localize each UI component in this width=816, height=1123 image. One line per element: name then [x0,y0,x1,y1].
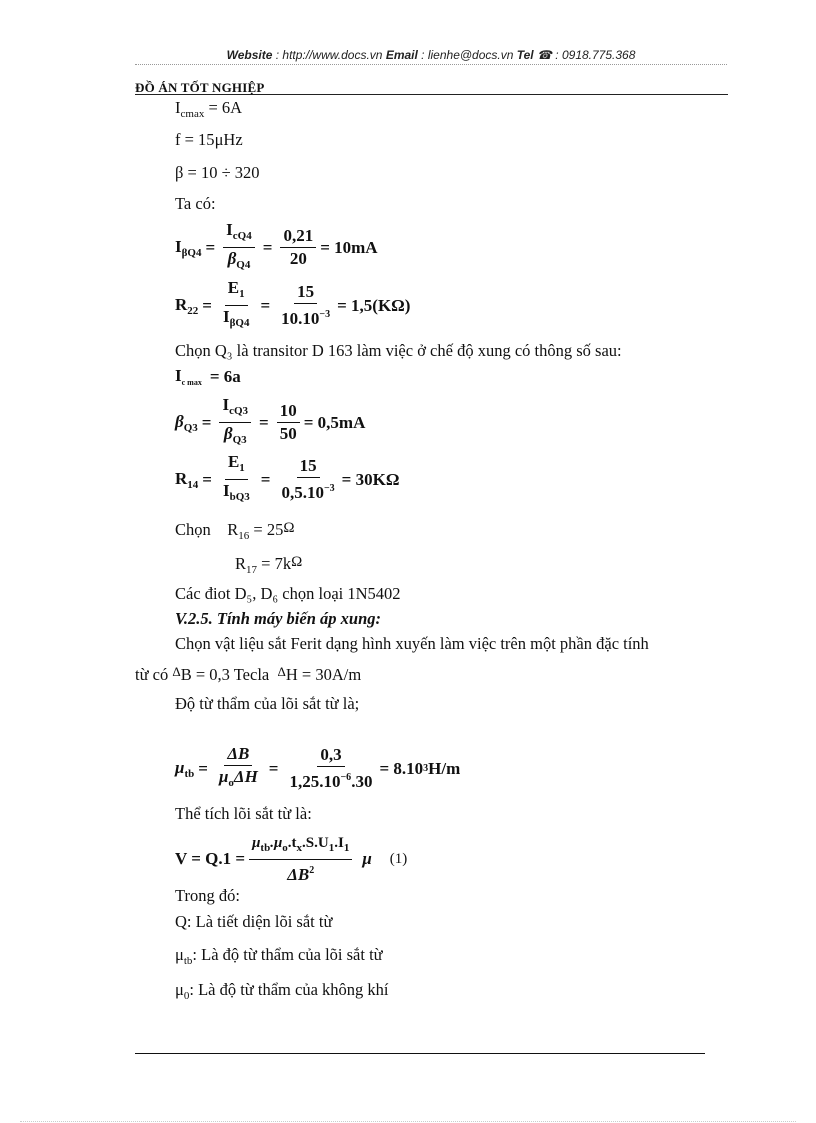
equation-number: (1) [389,850,408,867]
equation-r14: $R_{14}$ = $\frac{E_1}{I_{bQ3}}$ = $\frac{15}{0,5.10^{-3}}$ = 30KΩ [175,452,400,503]
website-value[interactable]: : http://www.docs.vn [275,48,383,62]
footer-divider [135,1053,705,1054]
trong-do-text: Trong đó: [175,886,240,905]
frequency-unit: Hz [223,130,243,149]
icmax-line: $I_{cmax} = 6A$ [175,98,243,120]
mu-0-definition-line: $\mu_0$: Là độ từ thẩm của không khí [175,980,389,1002]
diot-text: Các điot D₅, D₆ chọn loại 1N5402 [175,584,401,603]
email-label: Email [385,48,418,62]
website-label: Website [226,48,273,62]
tel-value: : 0918.775.368 [555,48,636,62]
document-title: ĐỒ ÁN TỐT NGHIỆP [135,80,265,95]
chon-q3-text: Chọn Q₃ là transitor D 163 làm việc ở chế độ xung có thông số sau: [175,341,622,360]
do-tu-tham-text: Độ từ thẩm của lõi sắt từ là; [175,694,360,713]
r17-line: $R_{17} = 7k\Omega$ [235,554,303,576]
frequency-value: f = 15 [175,130,215,149]
q-definition: Q: Là tiết diện lõi sắt từ [175,912,333,931]
tel-label: Tel [516,48,534,62]
equation-r22: $R_{22}$ = $\frac{E_1}{I_{\beta Q4}}$ = $\frac{15}{10.10^{-3}}$ = 1,5(KΩ) [175,278,411,329]
equation-i-beta-q4: $I_{\beta Q4}$ = $\frac{I_{cQ4}}{\beta_{Q4}}$ = $\frac{0,21}{20}$ = 10mA [175,220,378,271]
icmax-value: = 6A [208,98,243,117]
paragraph-line-2: từ có $^\Delta$B = 0,3 Tecla $^\Delta$H = 30A/m [135,664,362,684]
ta-co-text: Ta có: [175,194,216,213]
beta-value: = 10 ÷ 320 [187,163,260,182]
equation-mu-tb: $\mu_{tb}$ = $\frac{\Delta B}{\mu_o\Delta H}$ = $\frac{0,3}{1,25.10^{-6}.30}$ = 8.10 3 H/m [175,744,461,791]
paragraph-line-1: Chọn vật liệu sắt Ferit dạng hình xuyến làm việc trên một phần đặc tính [175,634,649,653]
page-header [135,48,727,62]
equation-beta-q3: $\beta_{Q3}$ = $\frac{I_{cQ3}}{\beta_{Q3}}$ = $\frac{10}{50}$ = 0,5mA [175,395,366,446]
title-divider [135,94,728,95]
email-value[interactable]: : lienhe@docs.vn [421,48,514,62]
header-divider [135,64,727,65]
frequency-line: f = 15μHz [175,130,243,149]
page-bottom-border [20,1121,796,1122]
mu-tb-definition-line: $\mu_{tb}$: Là độ từ thẩm của lõi sắt từ [175,945,383,967]
the-tich-text: Thể tích lõi sắt từ là: [175,804,312,823]
equation-volume: V = Q.1 = $\frac{\mu_{tb}.\mu_o.t_x.S.U_1.I_1}{\Delta B^2}$ μ (1) [175,835,408,884]
equation-ic-max: $I_{c max}$ = 6a [175,366,241,387]
chon-r16-line: Chọn $R_{16} = 25\Omega$ [175,520,295,542]
phone-icon: ☎ [537,48,552,62]
section-heading: V.2.5. Tính máy biến áp xung: [175,609,381,628]
beta-line: β = 10 ÷ 320 [175,163,260,182]
